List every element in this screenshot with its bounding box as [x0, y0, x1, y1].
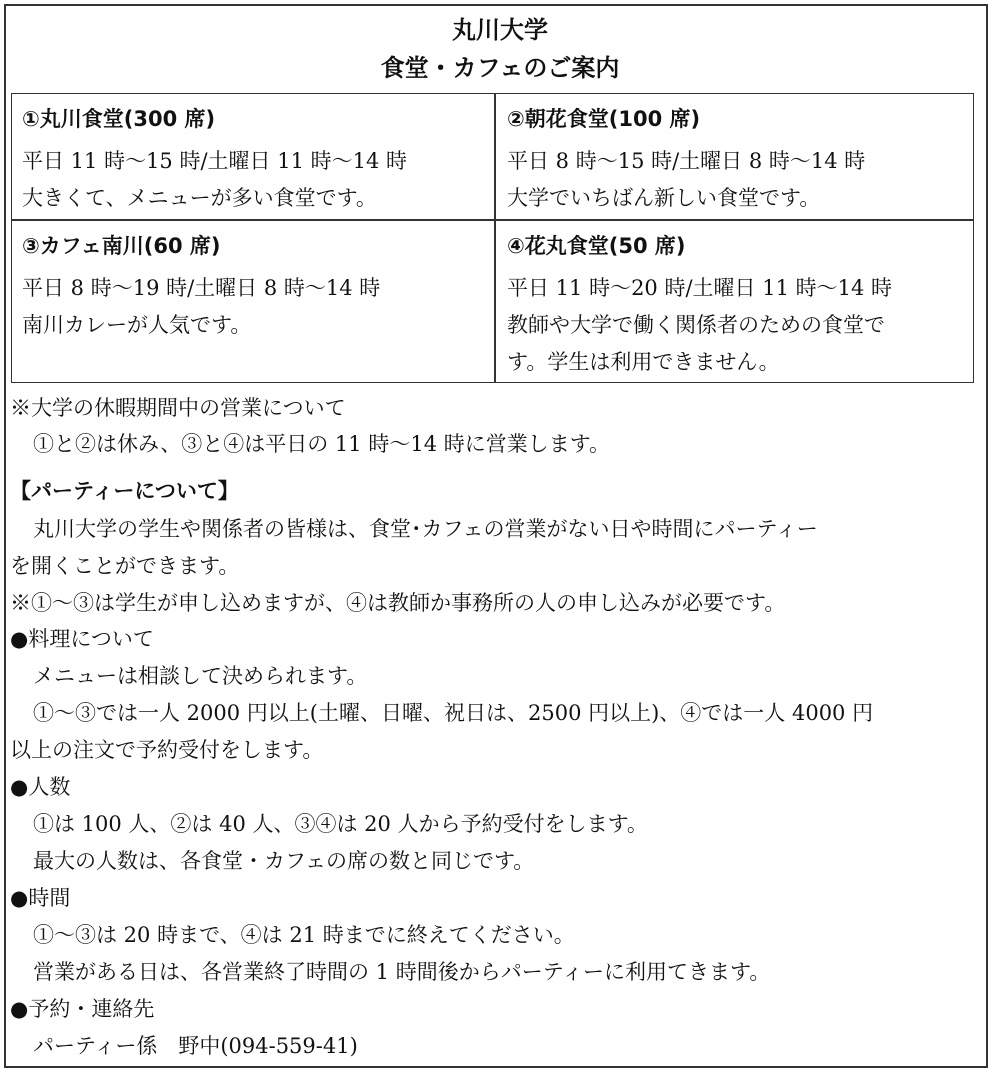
contact-heading: ●予約・連絡先: [10, 997, 155, 1021]
food-line3: 以上の注文で予約受付をします。: [10, 738, 324, 762]
cafeteria-cell-1: [22, 103, 407, 212]
page-title: 食堂・カフェのご案内: [380, 54, 620, 82]
table-divider-vertical: [494, 94, 496, 382]
people-line2: 最大の人数は、各食堂・カフェの席の数と同じです。: [33, 849, 535, 873]
vacation-heading: ※大学の休暇期間中の営業について: [10, 396, 346, 420]
people-line1: ①は 100 人、②は 40 人、③④は 20 人から予約受付をします。: [33, 812, 648, 836]
cafeteria-name: ①丸川食堂(300 席): [22, 107, 216, 131]
cafeteria-name: ③カフェ南川(60 席): [22, 234, 221, 258]
food-heading: ●料理について: [10, 627, 154, 651]
cafeteria-hours: 平日 11 時～15 時/土曜日 11 時～14 時: [22, 149, 408, 173]
food-line2: ①～③では一人 2000 円以上(土曜、日曜、祝日は、2500 円以上)、④では一人 4000 円: [33, 701, 874, 725]
cafeteria-desc: 大きくて、メニューが多い食堂です。: [22, 186, 377, 210]
cafeteria-desc: 南川カレーが人気です。: [22, 313, 252, 337]
cafeteria-hours: 平日 8 時～19 時/土曜日 8 時～14 時: [22, 276, 381, 300]
university-name: 丸川大学: [452, 16, 548, 44]
cafeteria-hours: 平日 8 時～15 時/土曜日 8 時～14 時: [507, 149, 866, 173]
cafeteria-desc: 大学でいちばん新しい食堂です。: [507, 186, 821, 210]
cafeteria-desc: 教師や大学で働く関係者のための食堂で: [507, 313, 885, 337]
cafeteria-cell-4: [507, 230, 892, 376]
contact-info: パーティー係 野中(094-559-41): [33, 1034, 358, 1058]
table-divider-horizontal: [12, 219, 973, 221]
vacation-text: ①と②は休み、③と④は平日の 11 時～14 時に営業します。: [33, 432, 611, 456]
food-line1: メニューは相談して決められます。: [33, 664, 368, 688]
cafeteria-desc: す。学生は利用できません。: [507, 350, 780, 374]
cafeteria-cell-2: [507, 103, 865, 212]
party-intro-line2: を開くことができます。: [10, 554, 240, 578]
people-heading: ●人数: [10, 775, 71, 799]
party-heading: 【パーティーについて】: [10, 479, 239, 503]
cafeteria-name: ②朝花食堂(100 席): [507, 107, 701, 131]
party-note: ※①～③は学生が申し込めますが、④は教師か事務所の人の申し込みが必要です。: [10, 591, 786, 615]
time-line1: ①～③は 20 時まで、④は 21 時までに終えてください。: [33, 923, 575, 947]
cafeteria-cell-3: [22, 230, 380, 339]
cafeteria-hours: 平日 11 時～20 時/土曜日 11 時～14 時: [507, 276, 893, 300]
cafeteria-name: ④花丸食堂(50 席): [507, 234, 686, 258]
cafeteria-table: [11, 93, 974, 383]
party-intro-line1: 丸川大学の学生や関係者の皆様は、食堂･カフェの営業がない日や時間にパーティー: [33, 517, 818, 541]
time-line2: 営業がある日は、各営業終了時間の 1 時間後からパーティーに利用てきます。: [33, 960, 771, 984]
time-heading: ●時間: [10, 886, 71, 910]
